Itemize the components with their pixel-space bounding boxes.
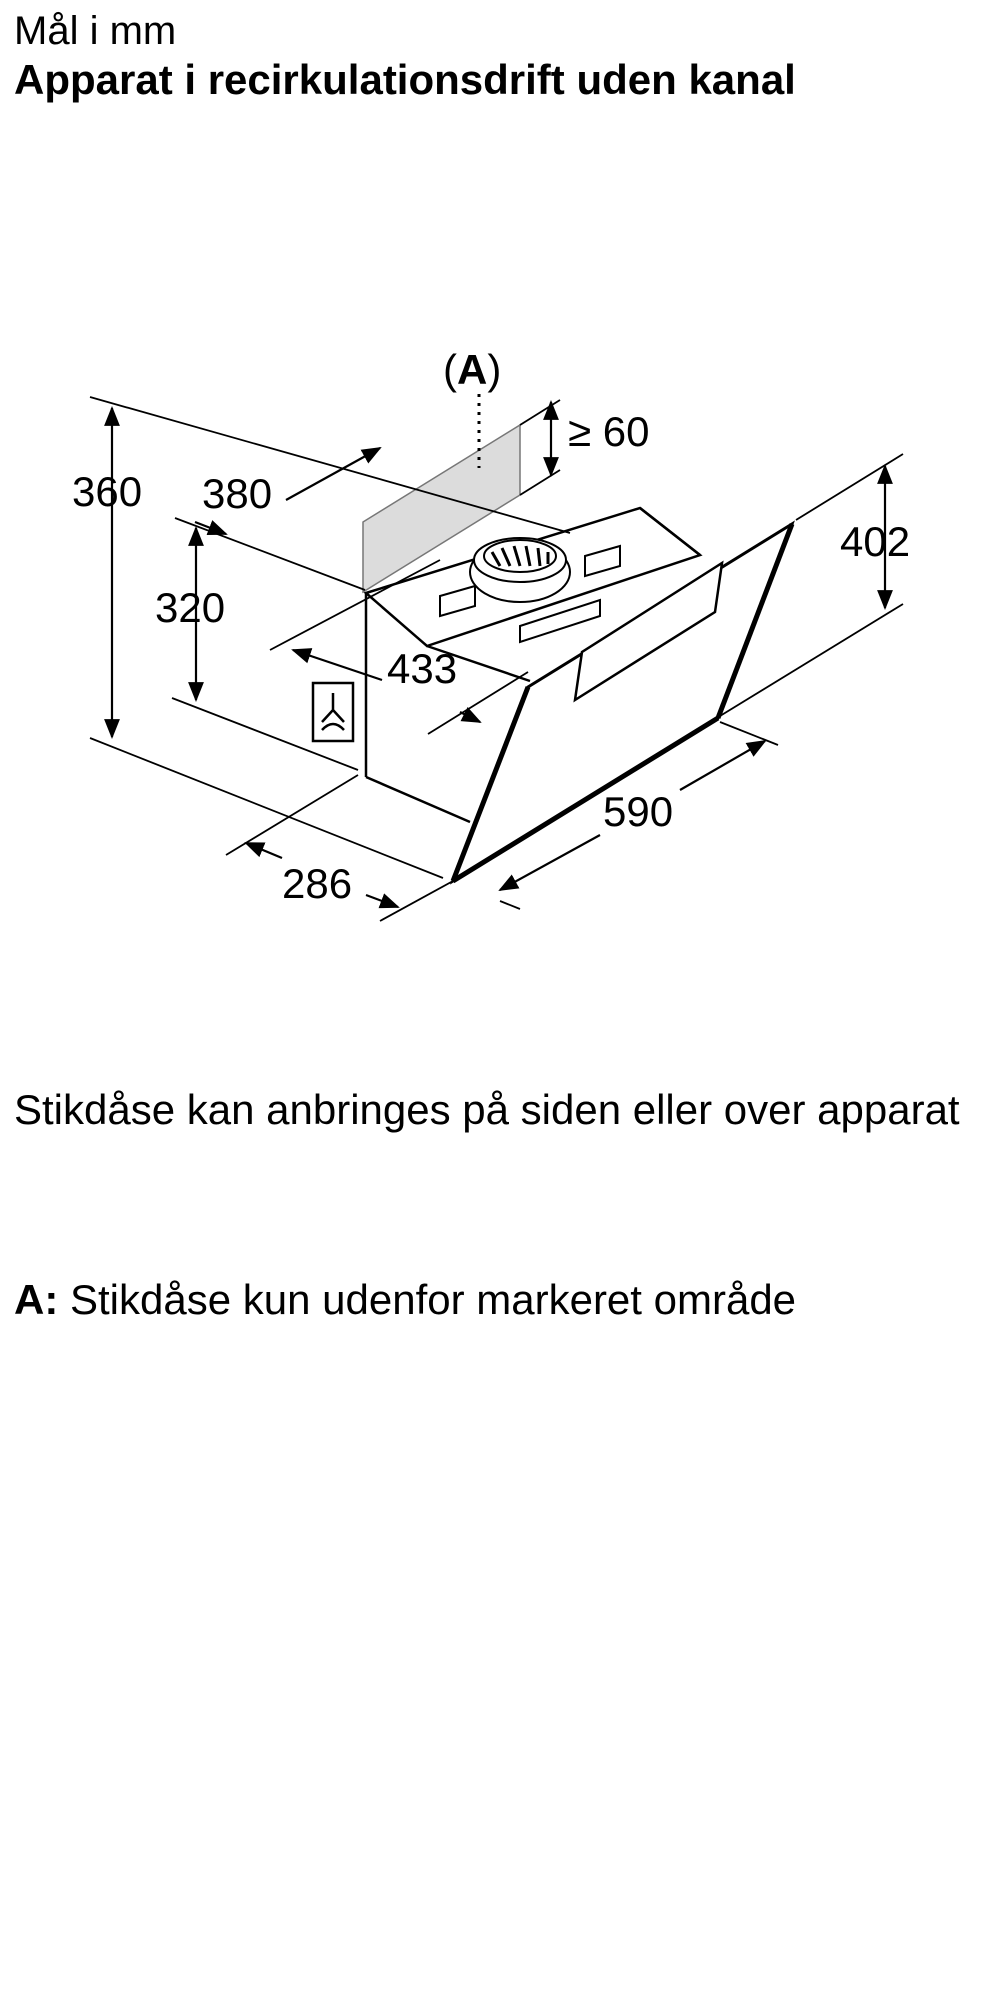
socket-position-note: Stikdåse kan anbringes på siden eller over apparat: [14, 1086, 960, 1133]
legend-a-text: Stikdåse kun udenfor markeret område: [70, 1276, 797, 1323]
legend-a: [14, 1276, 796, 1324]
dim-depth-bottom: 286: [282, 860, 353, 907]
cooker-hood-diagram: [0, 330, 1000, 950]
dim-mount-width: 433: [387, 645, 458, 692]
dim-min-clearance: ≥ 60: [568, 408, 650, 455]
dim-body-height: 320: [155, 584, 226, 631]
legend-a-key: A:: [14, 1276, 59, 1323]
units-label: Mål i mm: [14, 9, 177, 53]
dim-panel-height: 402: [840, 518, 911, 565]
dim-total-height: 360: [72, 468, 143, 515]
page-title: Apparat i recirkulationsdrift uden kanal: [14, 56, 796, 103]
power-socket-icon: [313, 683, 353, 741]
callout-a: (A): [443, 346, 502, 393]
dim-front-width: 590: [603, 788, 674, 835]
dim-depth-top: 380: [202, 470, 273, 517]
